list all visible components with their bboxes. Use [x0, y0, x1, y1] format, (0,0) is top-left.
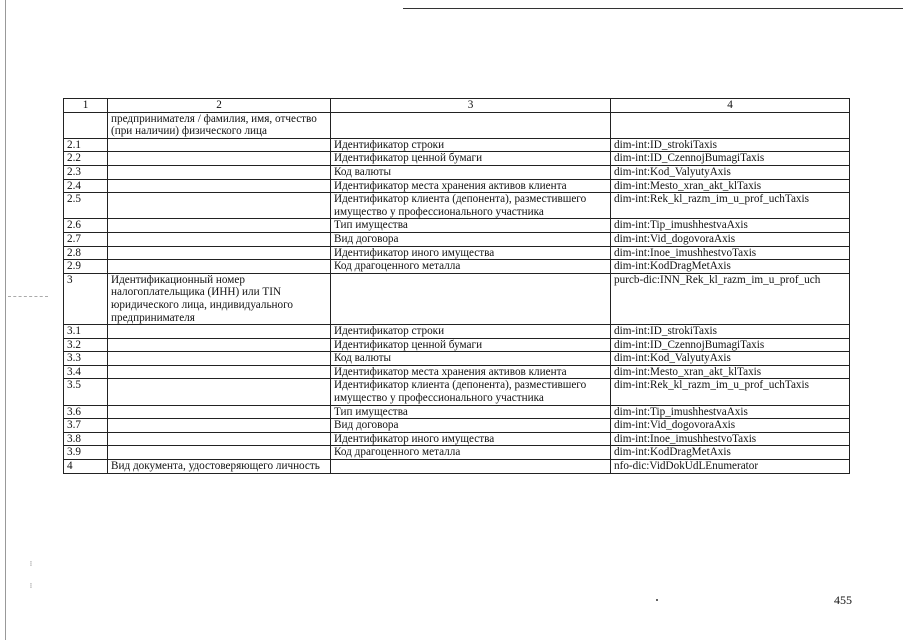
- code-cell: dim-int:Vid_dogovoraAxis: [611, 232, 850, 246]
- page-number: 455: [834, 593, 852, 607]
- row-number-cell: 3.2: [64, 338, 108, 352]
- table-row: [64, 460, 850, 474]
- table-row: [64, 219, 850, 233]
- description-cell: [108, 365, 331, 379]
- scan-artifact: ⁞: [30, 560, 32, 568]
- row-number-cell: 2.3: [64, 165, 108, 179]
- code-cell: dim-int:Kod_ValyutyAxis: [611, 165, 850, 179]
- element-name-cell: Идентификатор клиента (депонента), разместившего имущество у профессионального участника: [331, 379, 611, 405]
- table-row: [64, 405, 850, 419]
- description-cell: предпринимателя / фамилия, имя, отчество (при наличии) физического лица: [108, 112, 331, 138]
- row-number-cell: 2.1: [64, 138, 108, 152]
- row-number-cell: 2.8: [64, 246, 108, 260]
- element-name-cell: [331, 273, 611, 324]
- code-cell: dim-int:ID_CzennojBumagiTaxis: [611, 152, 850, 166]
- top-rule: [403, 8, 903, 9]
- code-cell: dim-int:ID_CzennojBumagiTaxis: [611, 338, 850, 352]
- table-row: [64, 419, 850, 433]
- description-cell: Идентификационный номер налогоплательщика (ИНН) или TIN юридического лица, индивидуального предпринимателя: [108, 273, 331, 324]
- row-number-cell: 2.7: [64, 232, 108, 246]
- taxonomy-table: [63, 98, 850, 474]
- table-row: [64, 152, 850, 166]
- row-number-cell: 3.4: [64, 365, 108, 379]
- code-cell: dim-int:KodDragMetAxis: [611, 260, 850, 274]
- element-name-cell: Вид договора: [331, 232, 611, 246]
- element-name-cell: Код валюты: [331, 165, 611, 179]
- description-cell: [108, 152, 331, 166]
- element-name-cell: Идентификатор места хранения активов клиента: [331, 179, 611, 193]
- table-row: [64, 365, 850, 379]
- code-cell: dim-int:Rek_kl_razm_im_u_prof_uchTaxis: [611, 379, 850, 405]
- row-number-cell: 4: [64, 460, 108, 474]
- element-name-cell: Тип имущества: [331, 219, 611, 233]
- row-number-cell: 3.7: [64, 419, 108, 433]
- row-number-cell: 3.9: [64, 446, 108, 460]
- element-name-cell: Идентификатор места хранения активов клиента: [331, 365, 611, 379]
- code-cell: purcb-dic:INN_Rek_kl_razm_im_u_prof_uch: [611, 273, 850, 324]
- description-cell: [108, 446, 331, 460]
- code-cell: dim-int:Tip_imushhestvaAxis: [611, 405, 850, 419]
- description-cell: [108, 138, 331, 152]
- description-cell: Вид документа, удостоверяющего личность: [108, 460, 331, 474]
- code-cell: dim-int:Mesto_xran_akt_klTaxis: [611, 179, 850, 193]
- scan-artifact: [8, 296, 48, 297]
- code-cell: dim-int:ID_strokiTaxis: [611, 325, 850, 339]
- description-cell: [108, 193, 331, 219]
- table-row: [64, 352, 850, 366]
- row-number-cell: 3.3: [64, 352, 108, 366]
- description-cell: [108, 219, 331, 233]
- description-cell: [108, 165, 331, 179]
- code-cell: dim-int:ID_strokiTaxis: [611, 138, 850, 152]
- element-name-cell: Тип имущества: [331, 405, 611, 419]
- code-cell: nfo-dic:VidDokUdLEnumerator: [611, 460, 850, 474]
- element-name-cell: Код драгоценного металла: [331, 260, 611, 274]
- table-row: [64, 273, 850, 324]
- row-number-cell: [64, 112, 108, 138]
- column-header: 4: [611, 99, 850, 113]
- code-cell: [611, 112, 850, 138]
- scan-left-edge: [5, 0, 6, 640]
- element-name-cell: Идентификатор ценной бумаги: [331, 338, 611, 352]
- code-cell: dim-int:Inoe_imushhestvoTaxis: [611, 246, 850, 260]
- table-row: [64, 446, 850, 460]
- table-row: [64, 138, 850, 152]
- element-name-cell: Идентификатор иного имущества: [331, 432, 611, 446]
- row-number-cell: 3.6: [64, 405, 108, 419]
- element-name-cell: Код валюты: [331, 352, 611, 366]
- scan-artifact: ⁞: [30, 582, 32, 590]
- description-cell: [108, 338, 331, 352]
- table-row: [64, 432, 850, 446]
- row-number-cell: 2.4: [64, 179, 108, 193]
- row-number-cell: 2.9: [64, 260, 108, 274]
- description-cell: [108, 352, 331, 366]
- element-name-cell: Идентификатор строки: [331, 138, 611, 152]
- description-cell: [108, 179, 331, 193]
- element-name-cell: Идентификатор клиента (депонента), разместившего имущество у профессионального участника: [331, 193, 611, 219]
- code-cell: dim-int:Mesto_xran_akt_klTaxis: [611, 365, 850, 379]
- scan-artifact: [656, 599, 658, 601]
- description-cell: [108, 379, 331, 405]
- code-cell: dim-int:Inoe_imushhestvoTaxis: [611, 432, 850, 446]
- element-name-cell: [331, 460, 611, 474]
- table-row: [64, 112, 850, 138]
- element-name-cell: Идентификатор ценной бумаги: [331, 152, 611, 166]
- row-number-cell: 3: [64, 273, 108, 324]
- header-row: [64, 99, 850, 113]
- row-number-cell: 2.2: [64, 152, 108, 166]
- element-name-cell: [331, 112, 611, 138]
- code-cell: dim-int:KodDragMetAxis: [611, 446, 850, 460]
- row-number-cell: 3.5: [64, 379, 108, 405]
- table-row: [64, 193, 850, 219]
- code-cell: dim-int:Vid_dogovoraAxis: [611, 419, 850, 433]
- row-number-cell: 3.8: [64, 432, 108, 446]
- code-cell: dim-int:Kod_ValyutyAxis: [611, 352, 850, 366]
- table-row: [64, 338, 850, 352]
- description-cell: [108, 325, 331, 339]
- description-cell: [108, 260, 331, 274]
- table-row: [64, 325, 850, 339]
- element-name-cell: Идентификатор строки: [331, 325, 611, 339]
- element-name-cell: Код драгоценного металла: [331, 446, 611, 460]
- row-number-cell: 2.6: [64, 219, 108, 233]
- description-cell: [108, 232, 331, 246]
- row-number-cell: 2.5: [64, 193, 108, 219]
- column-header: 1: [64, 99, 108, 113]
- description-cell: [108, 405, 331, 419]
- table-row: [64, 179, 850, 193]
- element-name-cell: Вид договора: [331, 419, 611, 433]
- description-cell: [108, 432, 331, 446]
- row-number-cell: 3.1: [64, 325, 108, 339]
- code-cell: dim-int:Rek_kl_razm_im_u_prof_uchTaxis: [611, 193, 850, 219]
- table-row: [64, 246, 850, 260]
- column-header: 3: [331, 99, 611, 113]
- table-row: [64, 165, 850, 179]
- table-row: [64, 232, 850, 246]
- column-header: 2: [108, 99, 331, 113]
- table-row: [64, 379, 850, 405]
- description-cell: [108, 246, 331, 260]
- description-cell: [108, 419, 331, 433]
- code-cell: dim-int:Tip_imushhestvaAxis: [611, 219, 850, 233]
- table-row: [64, 260, 850, 274]
- element-name-cell: Идентификатор иного имущества: [331, 246, 611, 260]
